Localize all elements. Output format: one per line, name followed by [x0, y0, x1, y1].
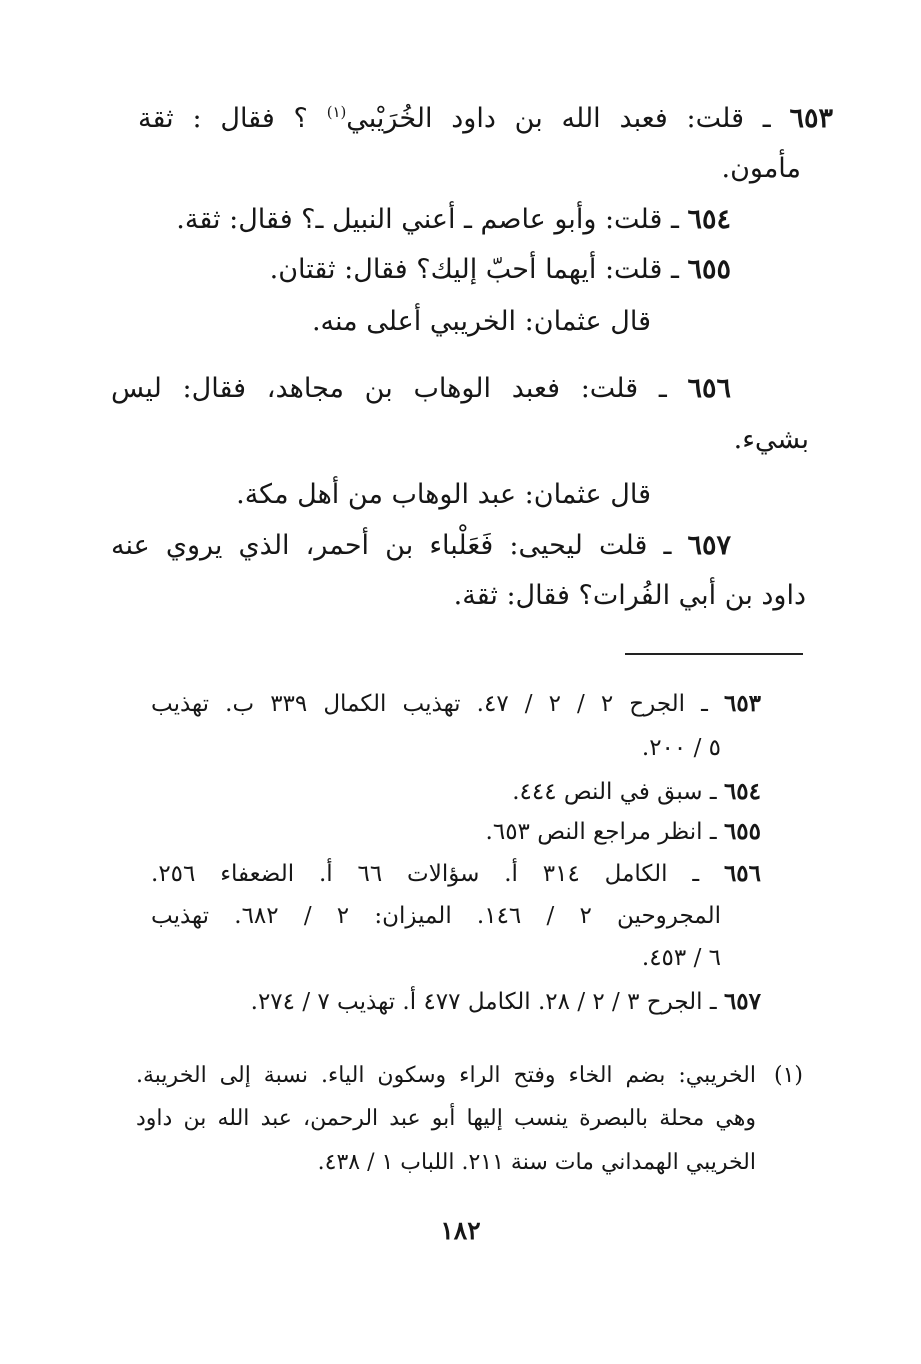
- entry-654: [176, 204, 731, 235]
- reference-number: ٦٥٧: [723, 988, 761, 1015]
- footnote-marker: (١): [326, 103, 347, 121]
- reference-655: [486, 819, 761, 845]
- entry-number: ٦٥٣: [789, 103, 833, 134]
- entry-number: ٦٥٥: [687, 254, 731, 285]
- entry-655: [270, 254, 731, 285]
- reference-656-line-1: [151, 861, 761, 887]
- uthman-comment-1: قال عثمان: الخريبي أعلى منه.: [311, 306, 651, 337]
- entry-number: ٦٥٧: [687, 530, 731, 561]
- footnote-line-1: الخريبي: بضم الخاء وفتح الراء وسكون الياء. نسبة إلى الخريبة.: [136, 1063, 756, 1088]
- reference-number: ٦٥٦: [723, 860, 761, 887]
- entry-text: ـ قلت: أيهما أحبّ إليك؟ فقال: ثقتان.: [269, 254, 688, 285]
- reference-657: [251, 989, 761, 1015]
- entry-number: ٦٥٦: [687, 373, 731, 404]
- reference-number: ٦٥٤: [723, 778, 761, 805]
- reference-656-line-2: المجروحين ٢ / ١٤٦. الميزان: ٢ / ٦٨٢. تهذيب: [151, 903, 721, 929]
- entry-657-line-1: [111, 530, 731, 561]
- reference-number: ٦٥٥: [723, 818, 761, 845]
- entry-653-line-2: مأمون.: [721, 153, 801, 184]
- reference-text: ـ الكامل ٣١٤ أ. سؤالات ٦٦ أ. الضعفاء ٢٥٦.: [151, 861, 724, 887]
- reference-654: [512, 779, 761, 805]
- reference-653-line-1: [151, 691, 761, 717]
- section-divider: [625, 653, 803, 655]
- entry-text: ـ قلت: وأبو عاصم ـ أعني النبيل ـ؟ فقال: ثقة.: [176, 204, 688, 235]
- reference-656-line-3: ٦ / ٤٥٣.: [641, 945, 721, 971]
- footnote-line-2: وهي محلة بالبصرة ينسب إليها أبو عبد الرحمن، عبد الله بن داود: [136, 1106, 756, 1131]
- reference-text: ـ سبق في النص ٤٤٤.: [512, 779, 724, 805]
- reference-653-line-2: ٥ / ٢٠٠.: [641, 735, 721, 761]
- page-number: ١٨٢: [440, 1216, 481, 1245]
- entry-656-line-2: بشيء.: [733, 424, 809, 455]
- reference-text: ـ الجرح ٣ / ٢ / ٢٨. الكامل ٤٧٧ أ. تهذيب ٧ / ٢٧٤.: [250, 989, 724, 1015]
- reference-number: ٦٥٣: [723, 690, 762, 717]
- footnote-line-3: الخريبي الهمداني مات سنة ٢١١. اللباب ١ / ٤٣٨.: [317, 1150, 756, 1175]
- entry-653-line-1: [138, 103, 833, 134]
- entry-text: ؟ فقال : ثقة: [138, 103, 327, 134]
- reference-text: ـ انظر مراجع النص ٦٥٣.: [485, 819, 724, 845]
- reference-text: ـ الجرح ٢ / ٢ / ٤٧. تهذيب الكمال ٣٣٩ ب. تهذيب: [151, 691, 724, 717]
- uthman-comment-2: قال عثمان: عبد الوهاب من أهل مكة.: [236, 479, 651, 510]
- footnote-marker-label: (١): [773, 1063, 803, 1088]
- entry-text: ـ قلت: فعبد الوهاب بن مجاهد، فقال: ليس: [111, 373, 688, 404]
- entry-656-line-1: [111, 373, 731, 404]
- entry-text: ـ قلت: فعبد الله بن داود الخُرَيْبي: [346, 103, 790, 134]
- entry-text: ـ قلت ليحيى: فَعَلْباء بن أحمر، الذي يروي عنه: [111, 530, 688, 561]
- entry-number: ٦٥٤: [687, 204, 731, 235]
- entry-657-line-2: داود بن أبي الفُرات؟ فقال: ثقة.: [453, 580, 806, 611]
